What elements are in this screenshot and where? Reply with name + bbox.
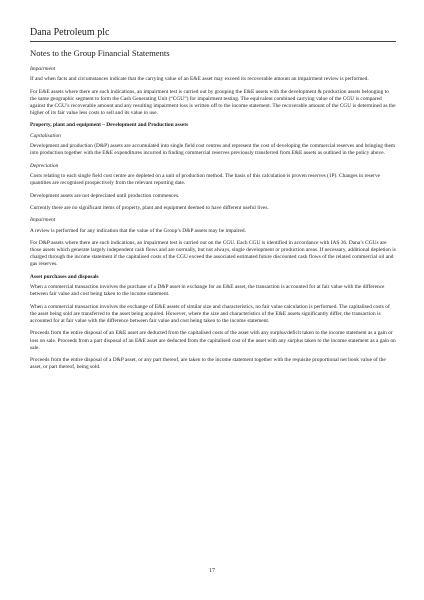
paragraph: When a commercial transaction involves the exchange of E&E assets of similar size and characteristics, no fair value calculation is performed. The capitalised costs of the asset being sold are transferred to the asset being acquired. However, where the size and characteristics of the E&E assets significantly differ, the transaction is accounted for at fair value with the difference between fair value and cost being taken to the income statement. (30, 303, 390, 325)
subheading-impairment: Impairment (30, 66, 56, 72)
page-number: 17 (209, 568, 215, 574)
subheading-capitalisation: Capitalisation (30, 133, 61, 140)
document-body (30, 66, 396, 377)
paragraph: Development assets are not depreciated until production commences. (30, 192, 180, 199)
paragraph: Costs relating to each single field cost centre are depleted on a unit of production method. The basis of this calculation is proven reserves (1P). Changes in reserve quantities are recognised prospectively from the relevant reporting date. (30, 173, 381, 187)
paragraph: For E&E assets where there are such indications, an impairment test is carried out by grouping the E&E assets with the development & production assets belonging to the same geographic segment to form the Cash Generating Unit (“CGU”) for impairment testing. The equivalent combined carrying value of the CGU is compared against the CGU’s recoverable amount and any resulting impairment loss is written off to the income statement. The recoverable amount of the CGU is determined as the higher of its fair value less costs to sell and its value in use. (30, 88, 396, 116)
page-title: Notes to the Group Financial Statements (30, 48, 170, 58)
section-heading-ppe: Property, plant and equipment – Development and Production assets (30, 122, 189, 129)
subheading-depreciation: Depreciation (30, 162, 59, 169)
subheading-impairment: Impairment (30, 217, 56, 224)
paragraph: A review is performed for any indication that the value of the Group’s D&P assets may be impaired. (30, 227, 246, 234)
section-heading-asset-purchases: Asset purchases and disposals (30, 273, 99, 280)
paragraph: If and when facts and circumstances indicate that the carrying value of an E&E asset may exceed its recoverable amount an impairment review is performed. (30, 76, 369, 83)
paragraph: Proceeds from the entire disposal of an E&E asset are deducted from the capitalised costs of the asset with any surplus/deficit taken to the income statement as a gain or loss on sale. Proceeds from a part disposal of an E&E asset are deducted from the capitalised cost of the asset with any surplus taken to the income statement as a gain on sale. (30, 330, 396, 351)
paragraph: When a commercial transaction involves the purchase of a D&P asset in exchange for an E&E asset, the transaction is accounted for at fair value with the difference between fair value and cost being taken to the income statement. (30, 284, 385, 298)
header-rule (30, 41, 396, 42)
paragraph: Currently there are no significant items of property, plant and equipment deemed to have different useful lives. (30, 204, 269, 211)
paragraph: Development and production (D&P) assets are accumulated into single field cost centres and represent the cost of developing the commercial reserves and bringing them into production together with the E&E expenditures incurred in finding commercial reserves previously transferred from E&E assets as outlined in the policy above. (30, 143, 396, 157)
paragraph: For D&P assets where there are such indications, an impairment test is carried out on the CGU. Each CGU is identified in accordance with IAS 36. Dana’s CGUs are those assets which generate largely independent cash flows and are normally, but not always, single development or production areas. If necessary, additional depletion is charged through the income statement if the capitalised costs of the CGU exceed the associated estimated future discounted cash flows of the related commercial oil and gas reserves. (30, 240, 396, 268)
company-name: Dana Petroleum plc (30, 27, 110, 38)
paragraph: Proceeds from the entire disposal of a D&P asset, or any part thereof, are taken to the income statement together with the requisite proportional net book value of the asset, or part thereof, being sold. (30, 357, 386, 371)
